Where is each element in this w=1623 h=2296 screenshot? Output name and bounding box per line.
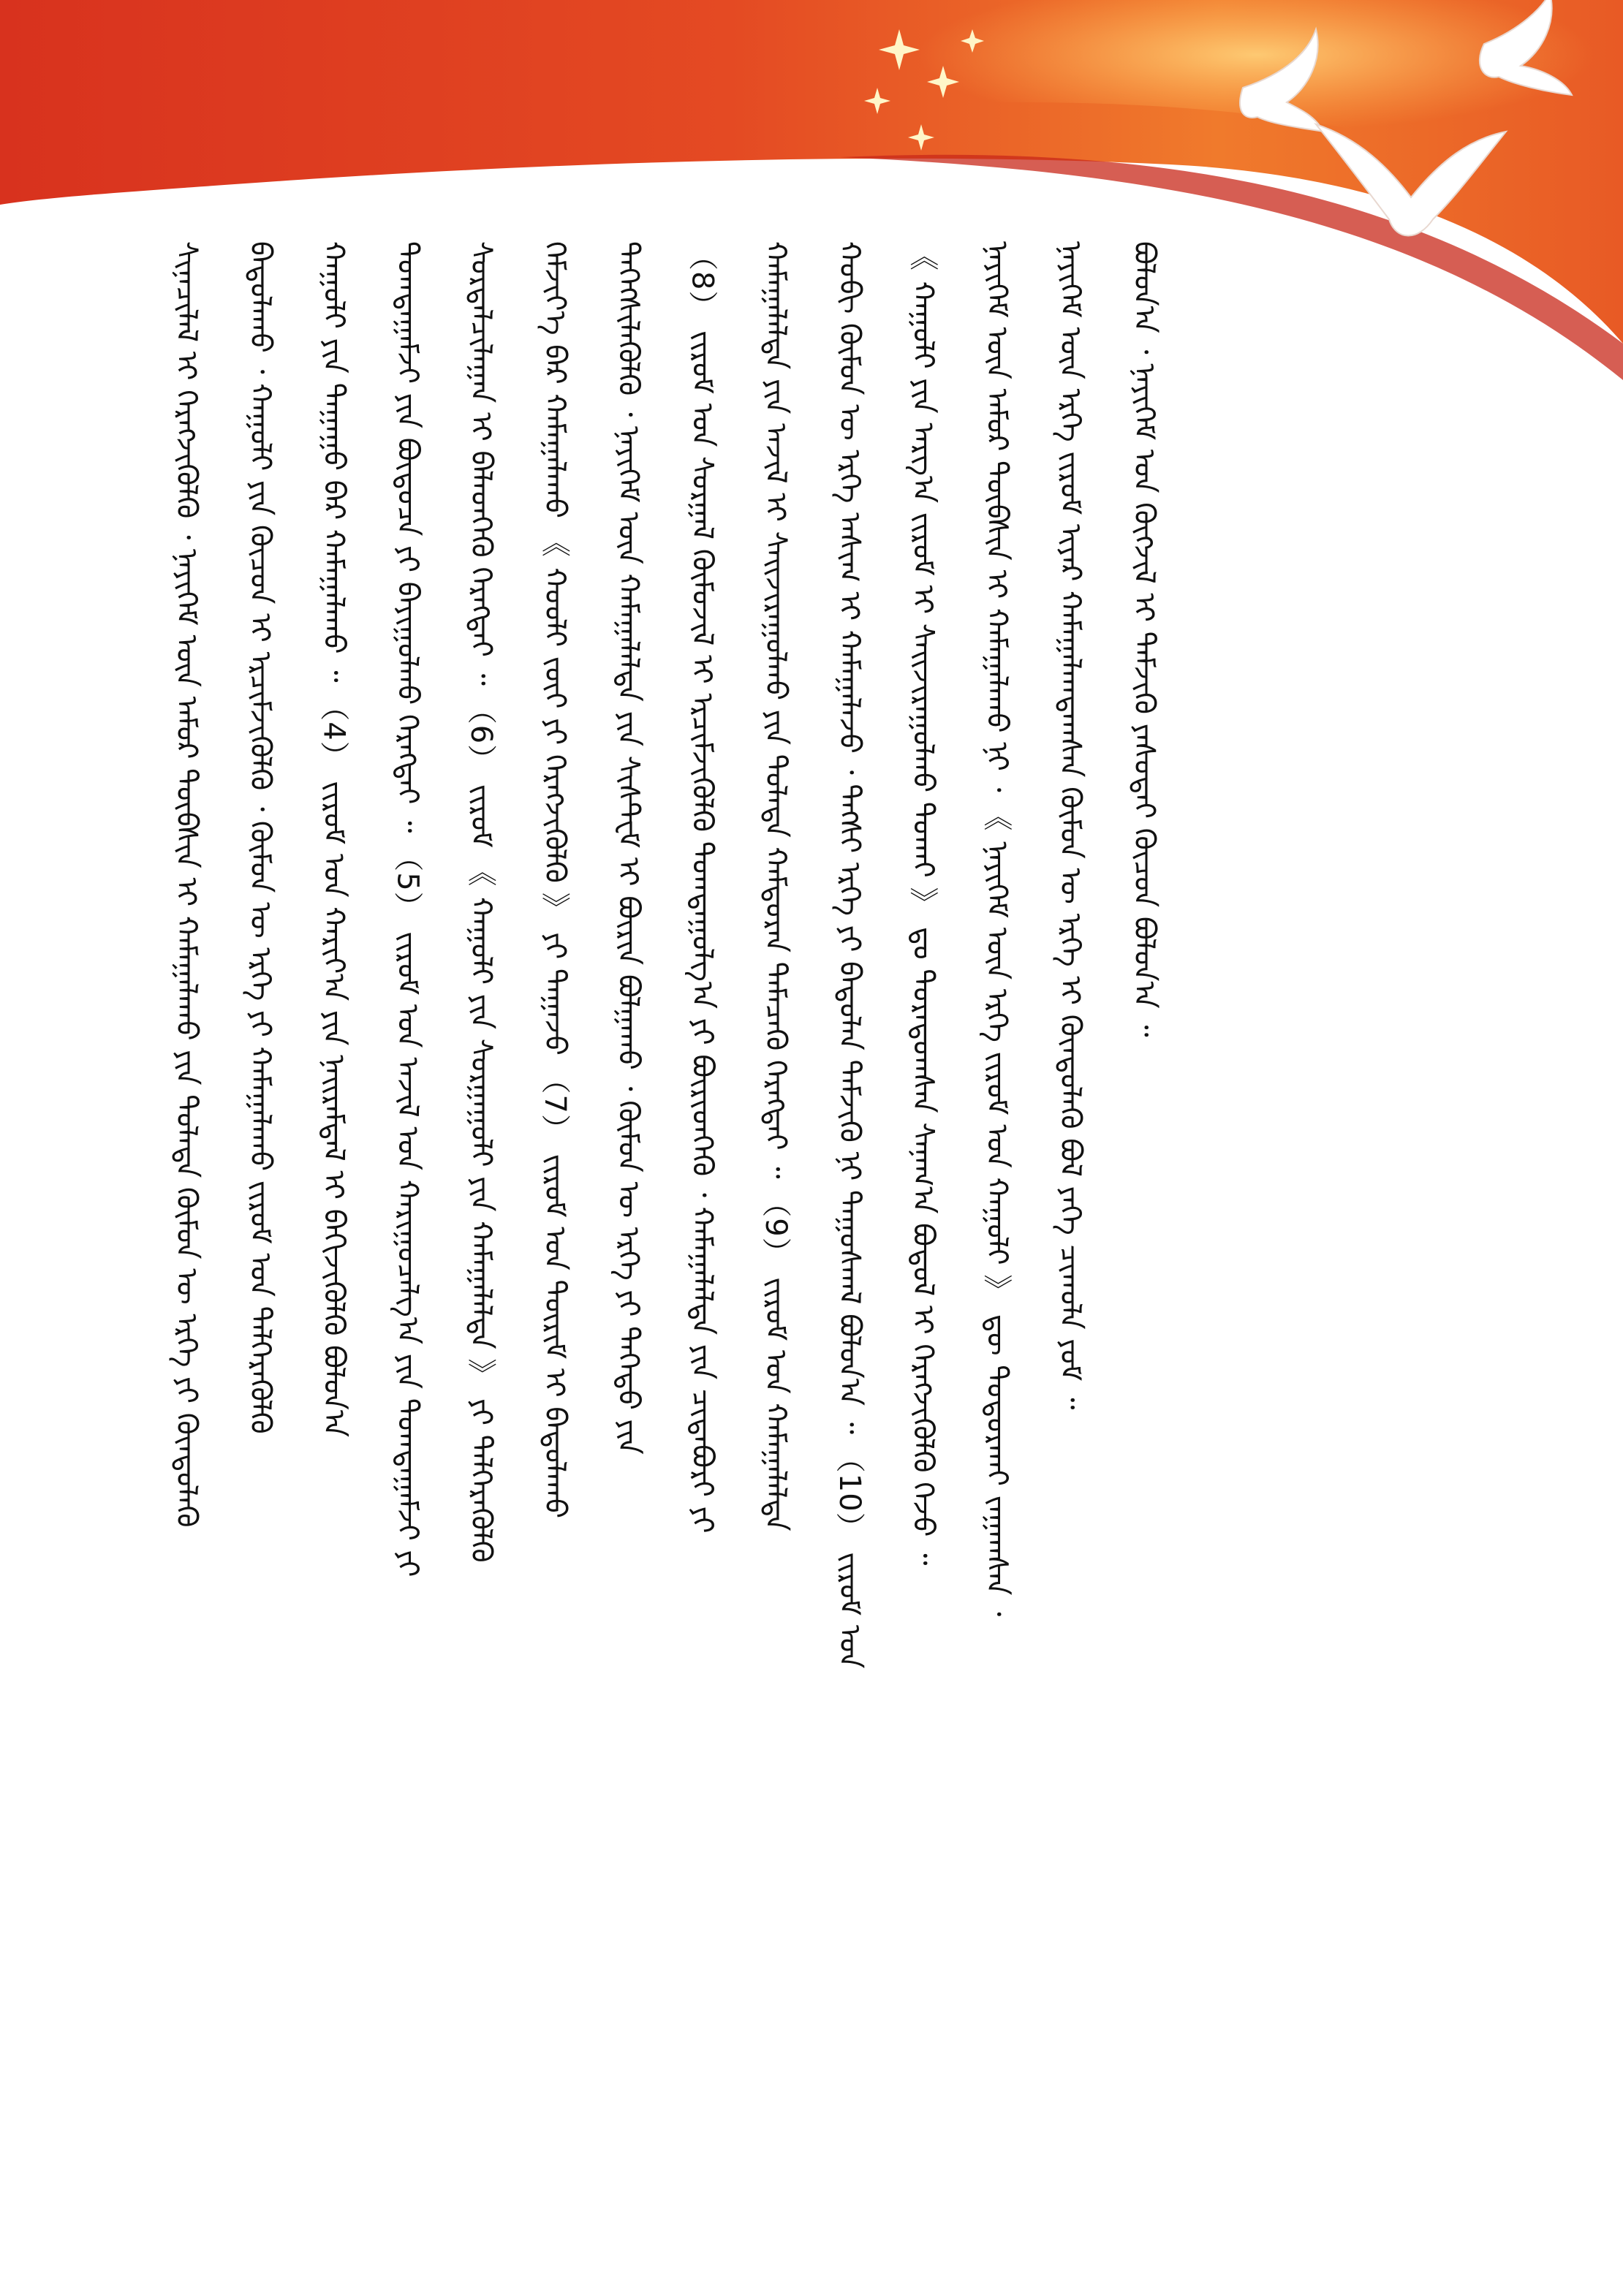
text-column: 《 ᠬᠠᠭᠤᠯᠢ ᠶᠢᠨ ᠠᠷᠭ᠎ᠠ ᠵᠢᠷᠤᠮ ᠢ ᠰᠠᠢᠵᠢᠷᠠᠭᠤᠯᠬᠤ ᠲᠤᠬᠠᠢ 》 ᠳᠤ ᠳᠤᠷᠠᠳᠤᠭᠰᠠᠨ ᠰᠠᠨᠠᠭ᠎ᠠ ᠪᠣᠳᠤᠯ ᠢ ᠬᠡᠷᠡᠭᠵᠢᠭᠦᠯᠬᠦ ᠭᠡᠵᠦ ᠃ (906, 241, 940, 1566)
text-column: ᠨᠡᠶᠢᠭᠡᠮ ᠦᠨ ᠠᠮᠤᠷ ᠲᠦᠪᠰᠢᠨ ᠢ ᠬᠠᠮᠠᠭᠠᠯᠠᠬᠤ ᠨᠢ ᠂ 《 ᠨᠡᠶᠢᠭᠡᠮ ᠦᠨ ᠡᠷᠬᠡ ᠵᠢᠷᠤᠮ ᠤᠨ ᠬᠠᠭᠤᠯᠢ 》 ᠳᠦ ᠲᠣᠳᠣᠷᠬᠠᠢ ᠵᠠᠭᠠᠭᠰᠠᠨ ᠂ (980, 241, 1014, 1617)
text-column: ᠬᠤᠪᠢ ᠬᠦᠮᠦᠨ ᠦ ᠡᠷᠬᠡ ᠠᠰᠢᠭ ᠢ ᠬᠠᠮᠠᠭᠠᠯᠠᠵᠤ ᠂ ᠲᠡᠭᠰᠢ ᠡᠷᠬᠡ ᠶᠢ ᠪᠠᠲᠤᠯᠠᠨ ᠳᠡᠮᠵᠢᠬᠦ ᠨᠢ ᠳᠠᠭᠤᠰᠬᠠᠯ ᠪᠣᠯᠤᠨ᠎ᠠ ᠃ （10） ᠵᠢᠷᠤᠮ ᠤᠨ (832, 241, 866, 1669)
text-column: ᠰᠢᠨᠡᠴᠢᠯᠡᠯ ᠢ ᠬᠡᠷᠡᠭᠵᠢᠭᠦᠯᠬᠦ ᠂ ᠨᠡᠶᠢᠭᠡᠮ ᠦᠨ ᠠᠮᠤᠷ ᠲᠦᠪᠰᠢᠨ ᠢ ᠬᠠᠮᠠᠭᠠᠯᠠᠬᠤ ᠶᠢᠨ ᠲᠤᠯᠠᠳᠠ ᠬᠦᠮᠦᠨ ᠦ ᠡᠷᠬᠡ ᠶᠢ ᠬᠦᠨᠳᠦᠯᠡᠬᠦ (170, 241, 203, 1528)
text-column: ᠪᠠᠲᠤᠯᠠᠬᠤ ᠂ ᠬᠠᠭᠤᠯᠢ ᠶᠢᠨ ᠬᠦᠴᠦᠨ ᠢ ᠡᠷᠴᠢᠮᠵᠢᠭᠦᠯᠬᠦ ᠂ ᠬᠦᠮᠦᠨ ᠦ ᠡᠷᠬᠡ ᠶᠢ ᠬᠠᠮᠠᠭᠠᠯᠠᠬᠤ ᠵᠢᠷᠤᠮ ᠤᠨ ᠳᠡᠯᠭᠡᠷᠡᠭᠦᠯᠬᠦ (243, 241, 277, 1434)
text-column: ᠰᠤᠷᠲᠠᠯᠴᠢᠯᠠᠭᠠᠨ ᠢ ᠪᠡᠯᠡᠳᠬᠡᠬᠦ ᠬᠡᠷᠡᠭᠲᠡᠢ ᠃ （6） ᠵᠢᠷᠤᠮ 《 ᠬᠠᠭᠤᠯᠢ ᠶᠢᠨ ᠰᠤᠷᠭᠠᠭᠤᠯᠢ ᠶᠢᠨ ᠬᠠᠮᠠᠭᠠᠯᠠᠯᠲᠠ 》 ᠶᠢ ᠳᠡᠯᠭᠡᠷᠡᠭᠦᠯᠬᠦ (464, 241, 499, 1563)
text-column: ᠪᠣᠯᠤᠨ᠎ᠠ ᠂ ᠨᠡᠶᠢᠭᠡᠮ ᠤᠨ ᠬᠥᠭᠵᠢᠯ ᠢ ᠳᠡᠮᠵᠢᠬᠦ ᠶᠠᠰᠤᠲᠠᠢ ᠬᠦᠴᠦᠨ ᠪᠣᠯᠤᠨ᠎ᠠ ᠃ (1127, 241, 1161, 1037)
text-column: ᠬᠠᠮᠠᠭᠠᠯᠠᠯᠲᠠ ᠶᠢᠨ ᠠᠵᠢᠯ ᠢ ᠰᠠᠢᠵᠢᠷᠠᠭᠤᠯᠬᠤ ᠶᠢᠨ ᠲᠤᠯᠠᠳᠠ ᠬᠠᠮᠲᠤᠷᠠᠨ ᠲᠡᠮᠡᠴᠡᠬᠦ ᠬᠡᠷᠡᠭᠲᠡᠢ ᠃ （9） ᠵᠢᠷᠤᠮ ᠤᠨ ᠬᠠᠮᠠᠭᠠᠯᠠᠯᠲᠠ (759, 241, 793, 1531)
text-column: （8） ᠵᠢᠷᠤᠮ ᠤᠨ ᠰᠤᠷᠭᠠᠯ ᠬᠦᠮᠦᠵᠢᠯ ᠢ ᠡᠷᠴᠢᠮᠵᠢᠭᠦᠯᠬᠦ ᠲᠣᠭᠲᠠᠭᠤᠯᠭ᠎ᠠ ᠶᠢ ᠪᠦᠷᠢᠳᠬᠡᠬᠦ ᠂ ᠬᠠᠮᠠᠭᠠᠯᠠᠯᠲᠠ ᠶᠢᠨ ᠴᠢᠳᠠᠪᠤᠷᠢ ᠶᠢ (685, 241, 719, 1534)
text-column: ᠬᠡᠮᠵᠢᠶ᠎ᠡ ᠪᠡᠷ ᠬᠠᠮᠠᠭᠠᠯᠠᠬᠤ 《 ᠬᠤᠤᠯᠢ ᠵᠦᠢ ᠶᠢ ᠬᠡᠷᠡᠭᠵᠢᠭᠦᠯᠬᠦ 》 ᠶᠢ ᠳᠠᠭᠠᠵᠤ （7） ᠵᠢᠷᠤᠮ ᠤᠨ ᠳᠦᠷᠢᠮ ᠢ ᠪᠠᠲᠤᠯᠠᠬᠤ (537, 241, 572, 1519)
text-column: ᠲᠣᠭᠲᠠᠭᠠᠮᠵᠢ ᠶᠢᠨ ᠪᠦᠲᠦᠴᠡ ᠶᠢ ᠪᠠᠶᠢᠭᠤᠯᠬᠤ ᠬᠡᠷᠡᠭᠲᠡᠢ ᠃ （5） ᠵᠢᠷᠤᠮ ᠤᠨ ᠠᠵᠢᠯ ᠤᠨ ᠬᠠᠷᠢᠭᠤᠴᠠᠯᠭ᠎ᠠ ᠶᠢᠨ ᠲᠣᠭᠲᠠᠭᠠᠮᠵᠢ ᠶᠢ (390, 241, 425, 1577)
text-column: ᠨᠡᠶᠢᠭᠡᠮ ᠦᠨ ᠡᠷᠬᠡ ᠵᠢᠷᠤᠮ ᠢᠶᠠᠷ ᠬᠠᠮᠠᠭᠠᠯᠠᠭᠳᠠᠭᠰᠠᠨ ᠬᠦᠮᠦᠨ ᠦ ᠡᠷᠬᠡ ᠢ ᠬᠦᠨᠳᠦᠯᠡᠬᠦ ᠪᠣᠯ ᠶᠡᠬᠡ ᠴᠢᠬᠤᠯᠠ ᠶᠤᠮ ᠃ (1053, 241, 1088, 1410)
text-column: ᠬᠠᠭᠤᠯᠢ ᠶᠢᠨ ᠳᠠᠭᠠᠭᠤ ᠪᠠᠷ ᠬᠠᠮᠠᠭᠠᠯᠠᠬᠤ ᠃ （4） ᠵᠢᠷᠤᠮ ᠤᠨ ᠬᠠᠷᠢᠶ᠎ᠠ ᠶᠢᠨ ᠨᠠᠢᠷᠠᠮᠳᠠᠯ ᠢ ᠪᠡᠬᠢᠵᠢᠭᠦᠯᠬᠦ ᠪᠣᠯᠤᠨ᠎ᠠ (317, 241, 351, 1437)
vertical-text-body (168, 241, 1162, 2127)
text-column: ᠳᠡᠭᠡᠭᠰᠢᠯᠡᠭᠦᠯᠬᠦ ᠂ ᠨᠡᠶᠢᠭᠡᠮ ᠦᠨ ᠬᠠᠮᠠᠭᠠᠯᠠᠯᠲᠠ ᠶᠢᠨ ᠰᠢᠰᠲ᠋ᠧᠮ ᠢ ᠪᠦᠷᠢᠨ ᠪᠣᠯᠭᠠᠬᠤ ᠂ ᠬᠦᠮᠦᠨ ᠦ ᠡᠷᠬᠡ ᠶᠢ ᠳᠡᠭᠡᠳᠦ ᠶᠢᠨ (611, 241, 646, 1455)
